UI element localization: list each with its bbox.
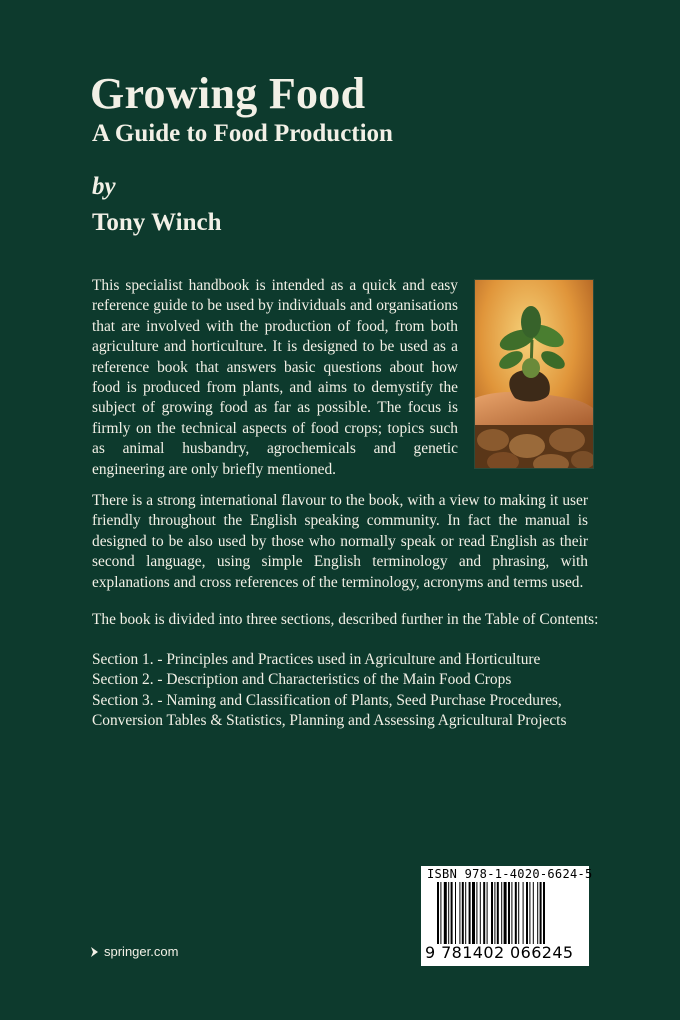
description-paragraph-1: This specialist handbook is intended as a quick and easy reference guide to be used by individuals and organisations that are involved with the production of food, from both agriculture and horticulture. It is designed to be used as a reference book that answers basic questions about how food is produced from plants, and aims to demystify the subject of growing food as far as possible. The focus is firmly on the technical aspects of food crops; topics such as animal husbandry, agrochemicals and genetic engineering are only briefly mentioned. (92, 277, 458, 478)
chevron-right-icon (90, 946, 100, 958)
by-line: by (92, 173, 116, 200)
barcode-bars (437, 882, 575, 944)
description-paragraph-3: The book is divided into three sections, described further in the Table of Contents: (92, 611, 599, 628)
section-item-2: Section 2. - Description and Characteristics of the Main Food Crops (92, 671, 512, 689)
book-subtitle: A Guide to Food Production (92, 120, 393, 147)
isbn-barcode (421, 866, 593, 966)
publisher-link[interactable] (90, 944, 178, 959)
section-list (92, 650, 612, 732)
ean-number: 9 781402 066245 (425, 943, 574, 962)
author-name: Tony Winch (92, 209, 222, 236)
publisher-site: springer.com (104, 944, 179, 959)
section-item-3-continued: Conversion Tables & Statistics, Planning and Assessing Agricultural Projects (92, 712, 567, 730)
section-item-1: Section 1. - Principles and Practices used in Agriculture and Horticulture (92, 651, 541, 668)
cover-photo-seedling-in-hand (474, 279, 594, 469)
isbn-number: ISBN 978-1-4020-6624-5 (427, 867, 593, 881)
description-paragraph-2: There is a strong international flavour to the book, with a view to making it user friendly throughout the English speaking community. In fact the manual is designed to be also used by those who normally speak or read English as their second language, using simple English terminology and phrasing, with explanations and cross references of the terminology, acronyms and terms used. (92, 492, 588, 591)
book-title: Growing Food (90, 69, 366, 118)
section-item-3: Section 3. - Naming and Classification of Plants, Seed Purchase Procedures, (92, 691, 562, 709)
